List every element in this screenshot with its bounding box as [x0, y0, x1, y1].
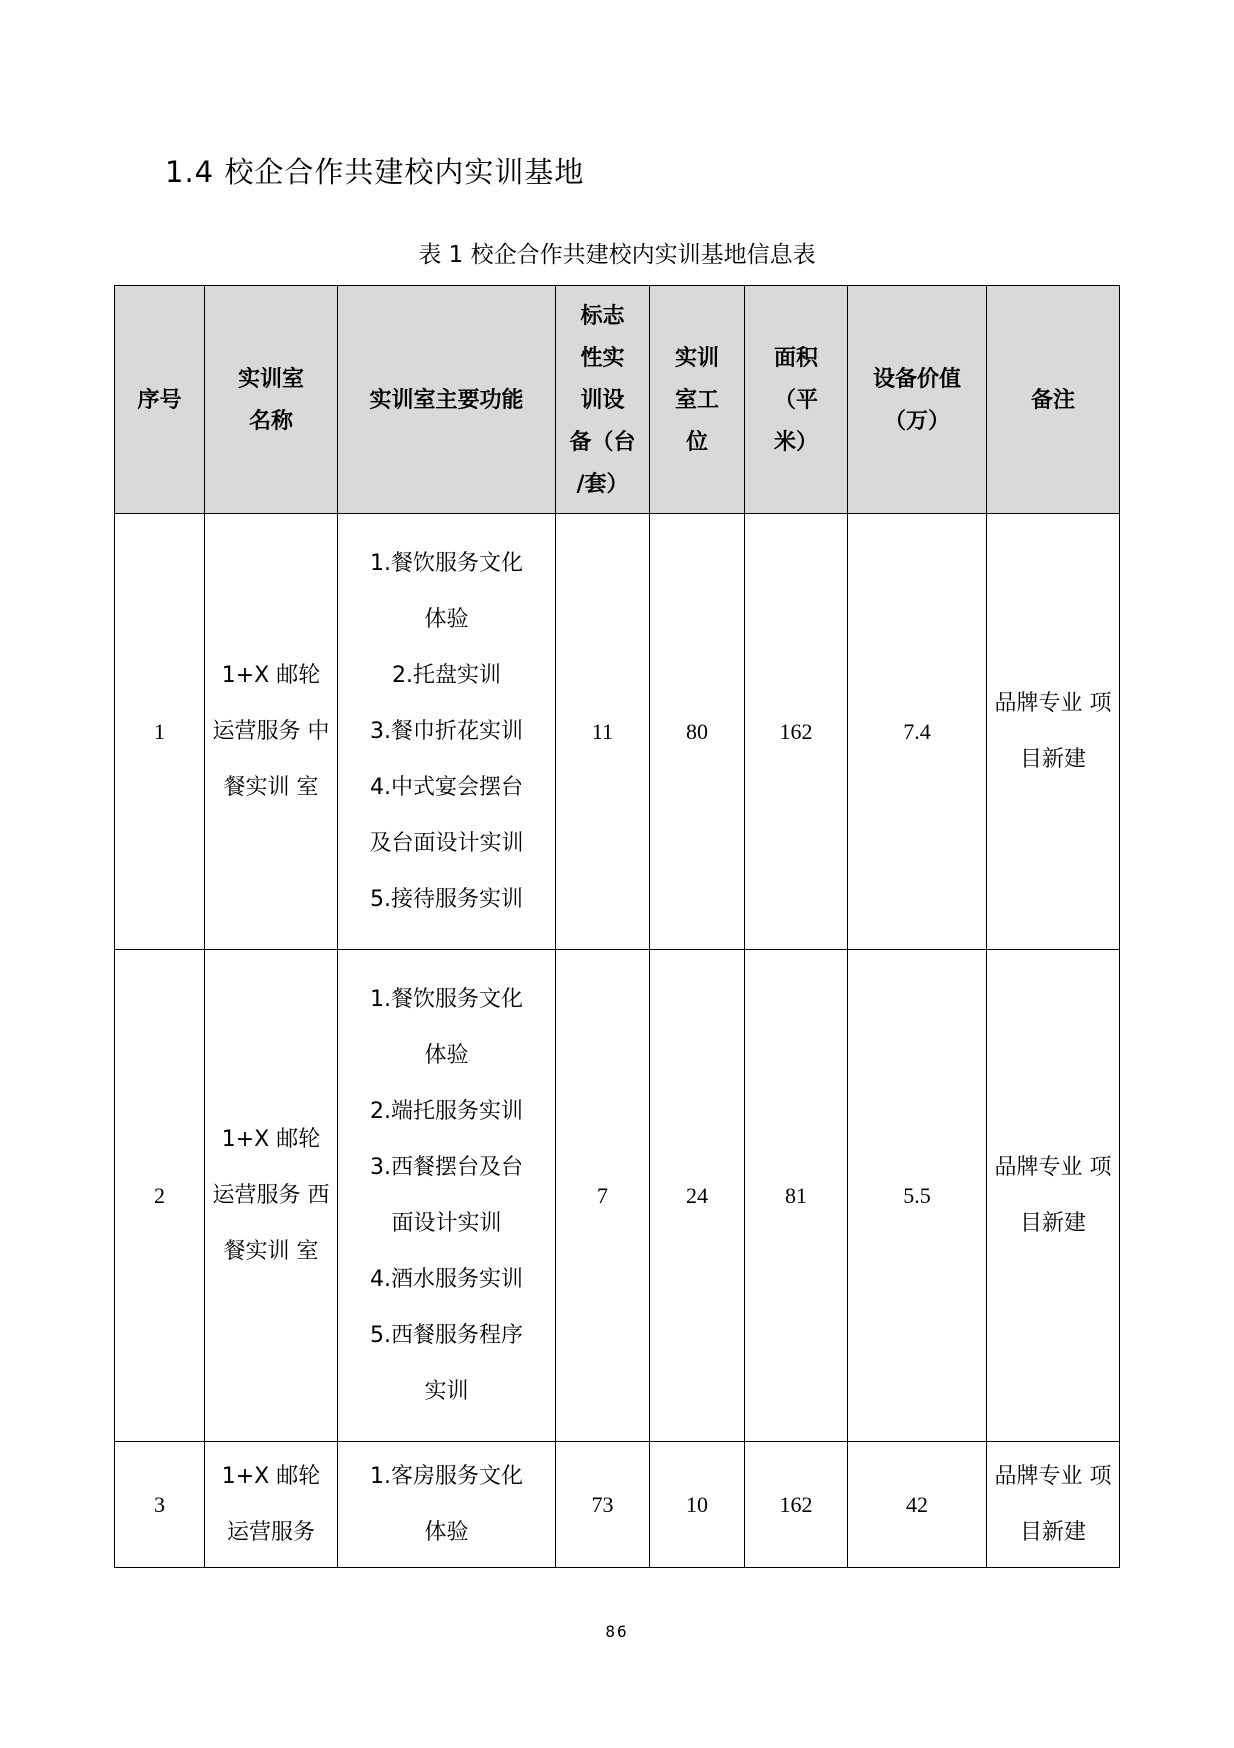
header-equipment: [556, 286, 650, 514]
cell-index: 2: [115, 950, 205, 1442]
function-line: 2.托盘实训: [392, 662, 501, 688]
room-name-line: 室: [296, 774, 319, 800]
table-caption: 表 1 校企合作共建校内实训基地信息表: [418, 242, 816, 268]
room-name-line: 运营服务: [226, 1519, 315, 1545]
header-stations-line: 室工: [674, 386, 719, 413]
function-line: 体验: [424, 1042, 469, 1068]
cell-remark: [987, 950, 1120, 1442]
room-name-line: 1+X 邮轮: [221, 1126, 321, 1152]
header-remark: 备注: [987, 286, 1120, 514]
cell-room-name: [205, 514, 338, 950]
header-equipment-line: /套）: [576, 470, 629, 497]
cell-stations: 24: [650, 950, 745, 1442]
room-name-line: 运营服务: [212, 1182, 301, 1208]
room-name-line: 1+X 邮轮: [221, 662, 321, 688]
function-line: 3.餐巾折花实训: [370, 718, 523, 744]
page-number: 86: [605, 1622, 629, 1641]
function-line: 实训: [424, 1378, 469, 1404]
function-line: 5.西餐服务程序: [370, 1322, 523, 1348]
cell-equipment: 7: [556, 950, 650, 1442]
cell-functions: [338, 514, 556, 950]
header-area-line: （平: [773, 386, 818, 413]
cell-index: 1: [115, 514, 205, 950]
header-equipment-line: 训设: [580, 386, 625, 413]
cell-room-name: [205, 950, 338, 1442]
function-line: 4.中式宴会摆台: [370, 774, 523, 800]
remark-line: 品牌专业: [994, 1463, 1083, 1489]
room-name-line: 1+X 邮轮: [221, 1463, 321, 1489]
header-equipment-line: 备（台: [569, 428, 636, 455]
header-room-name-line: 名称: [248, 407, 293, 434]
room-name-line: 运营服务: [212, 718, 301, 744]
remark-line: 项目新建: [1019, 1154, 1112, 1236]
function-line: 体验: [424, 606, 469, 632]
cell-functions: [338, 1442, 556, 1568]
function-line: 1.餐饮服务文化: [370, 986, 523, 1012]
section-title: 1.4 校企合作共建校内实训基地: [165, 155, 585, 189]
header-value: [848, 286, 987, 514]
room-name-line: 西餐实训: [223, 1182, 330, 1264]
header-value-line: 设备价值: [872, 365, 961, 392]
header-room-name-line: 实训室: [237, 365, 304, 392]
table-row: [115, 514, 1120, 950]
table-row: [115, 950, 1120, 1442]
header-value-line: （万）: [883, 407, 950, 434]
header-room-name: [205, 286, 338, 514]
header-index: 序号: [115, 286, 205, 514]
cell-index: 3: [115, 1442, 205, 1568]
function-line: 1.客房服务文化: [370, 1463, 523, 1489]
header-equipment-line: 性实: [580, 344, 625, 371]
header-stations-line: 实训: [674, 344, 719, 371]
header-row: [115, 286, 1120, 514]
remark-line: 项目新建: [1019, 1463, 1112, 1545]
header-stations-line: 位: [685, 428, 708, 455]
header-area-line: 面积: [773, 344, 818, 371]
function-line: 及台面设计实训: [369, 830, 524, 856]
cell-value: 7.4: [848, 514, 987, 950]
header-area-line: 米）: [773, 428, 818, 455]
cell-area: 162: [745, 1442, 848, 1568]
cell-room-name: [205, 1442, 338, 1568]
training-base-table: [114, 285, 1120, 1568]
remark-line: 品牌专业: [994, 690, 1083, 716]
cell-value: 5.5: [848, 950, 987, 1442]
function-line: 体验: [424, 1519, 469, 1545]
cell-value: 42: [848, 1442, 987, 1568]
header-equipment-line: 标志: [580, 302, 625, 329]
cell-equipment: 73: [556, 1442, 650, 1568]
cell-area: 162: [745, 514, 848, 950]
cell-equipment: 11: [556, 514, 650, 950]
cell-stations: 80: [650, 514, 745, 950]
cell-remark: [987, 514, 1120, 950]
function-line: 2.端托服务实训: [370, 1098, 523, 1124]
function-line: 5.接待服务实训: [370, 886, 523, 912]
room-name-line: 中餐实训: [223, 718, 330, 800]
remark-line: 品牌专业: [994, 1154, 1083, 1180]
cell-remark: [987, 1442, 1120, 1568]
remark-line: 项目新建: [1019, 690, 1112, 772]
header-functions: 实训室主要功能: [338, 286, 556, 514]
cell-stations: 10: [650, 1442, 745, 1568]
function-line: 1.餐饮服务文化: [370, 550, 523, 576]
function-line: 3.西餐摆台及台: [370, 1154, 523, 1180]
function-line: 4.酒水服务实训: [370, 1266, 523, 1292]
header-stations: [650, 286, 745, 514]
function-line: 面设计实训: [391, 1210, 502, 1236]
table-row: [115, 1442, 1120, 1568]
cell-functions: [338, 950, 556, 1442]
cell-area: 81: [745, 950, 848, 1442]
room-name-line: 室: [296, 1238, 319, 1264]
header-area: [745, 286, 848, 514]
